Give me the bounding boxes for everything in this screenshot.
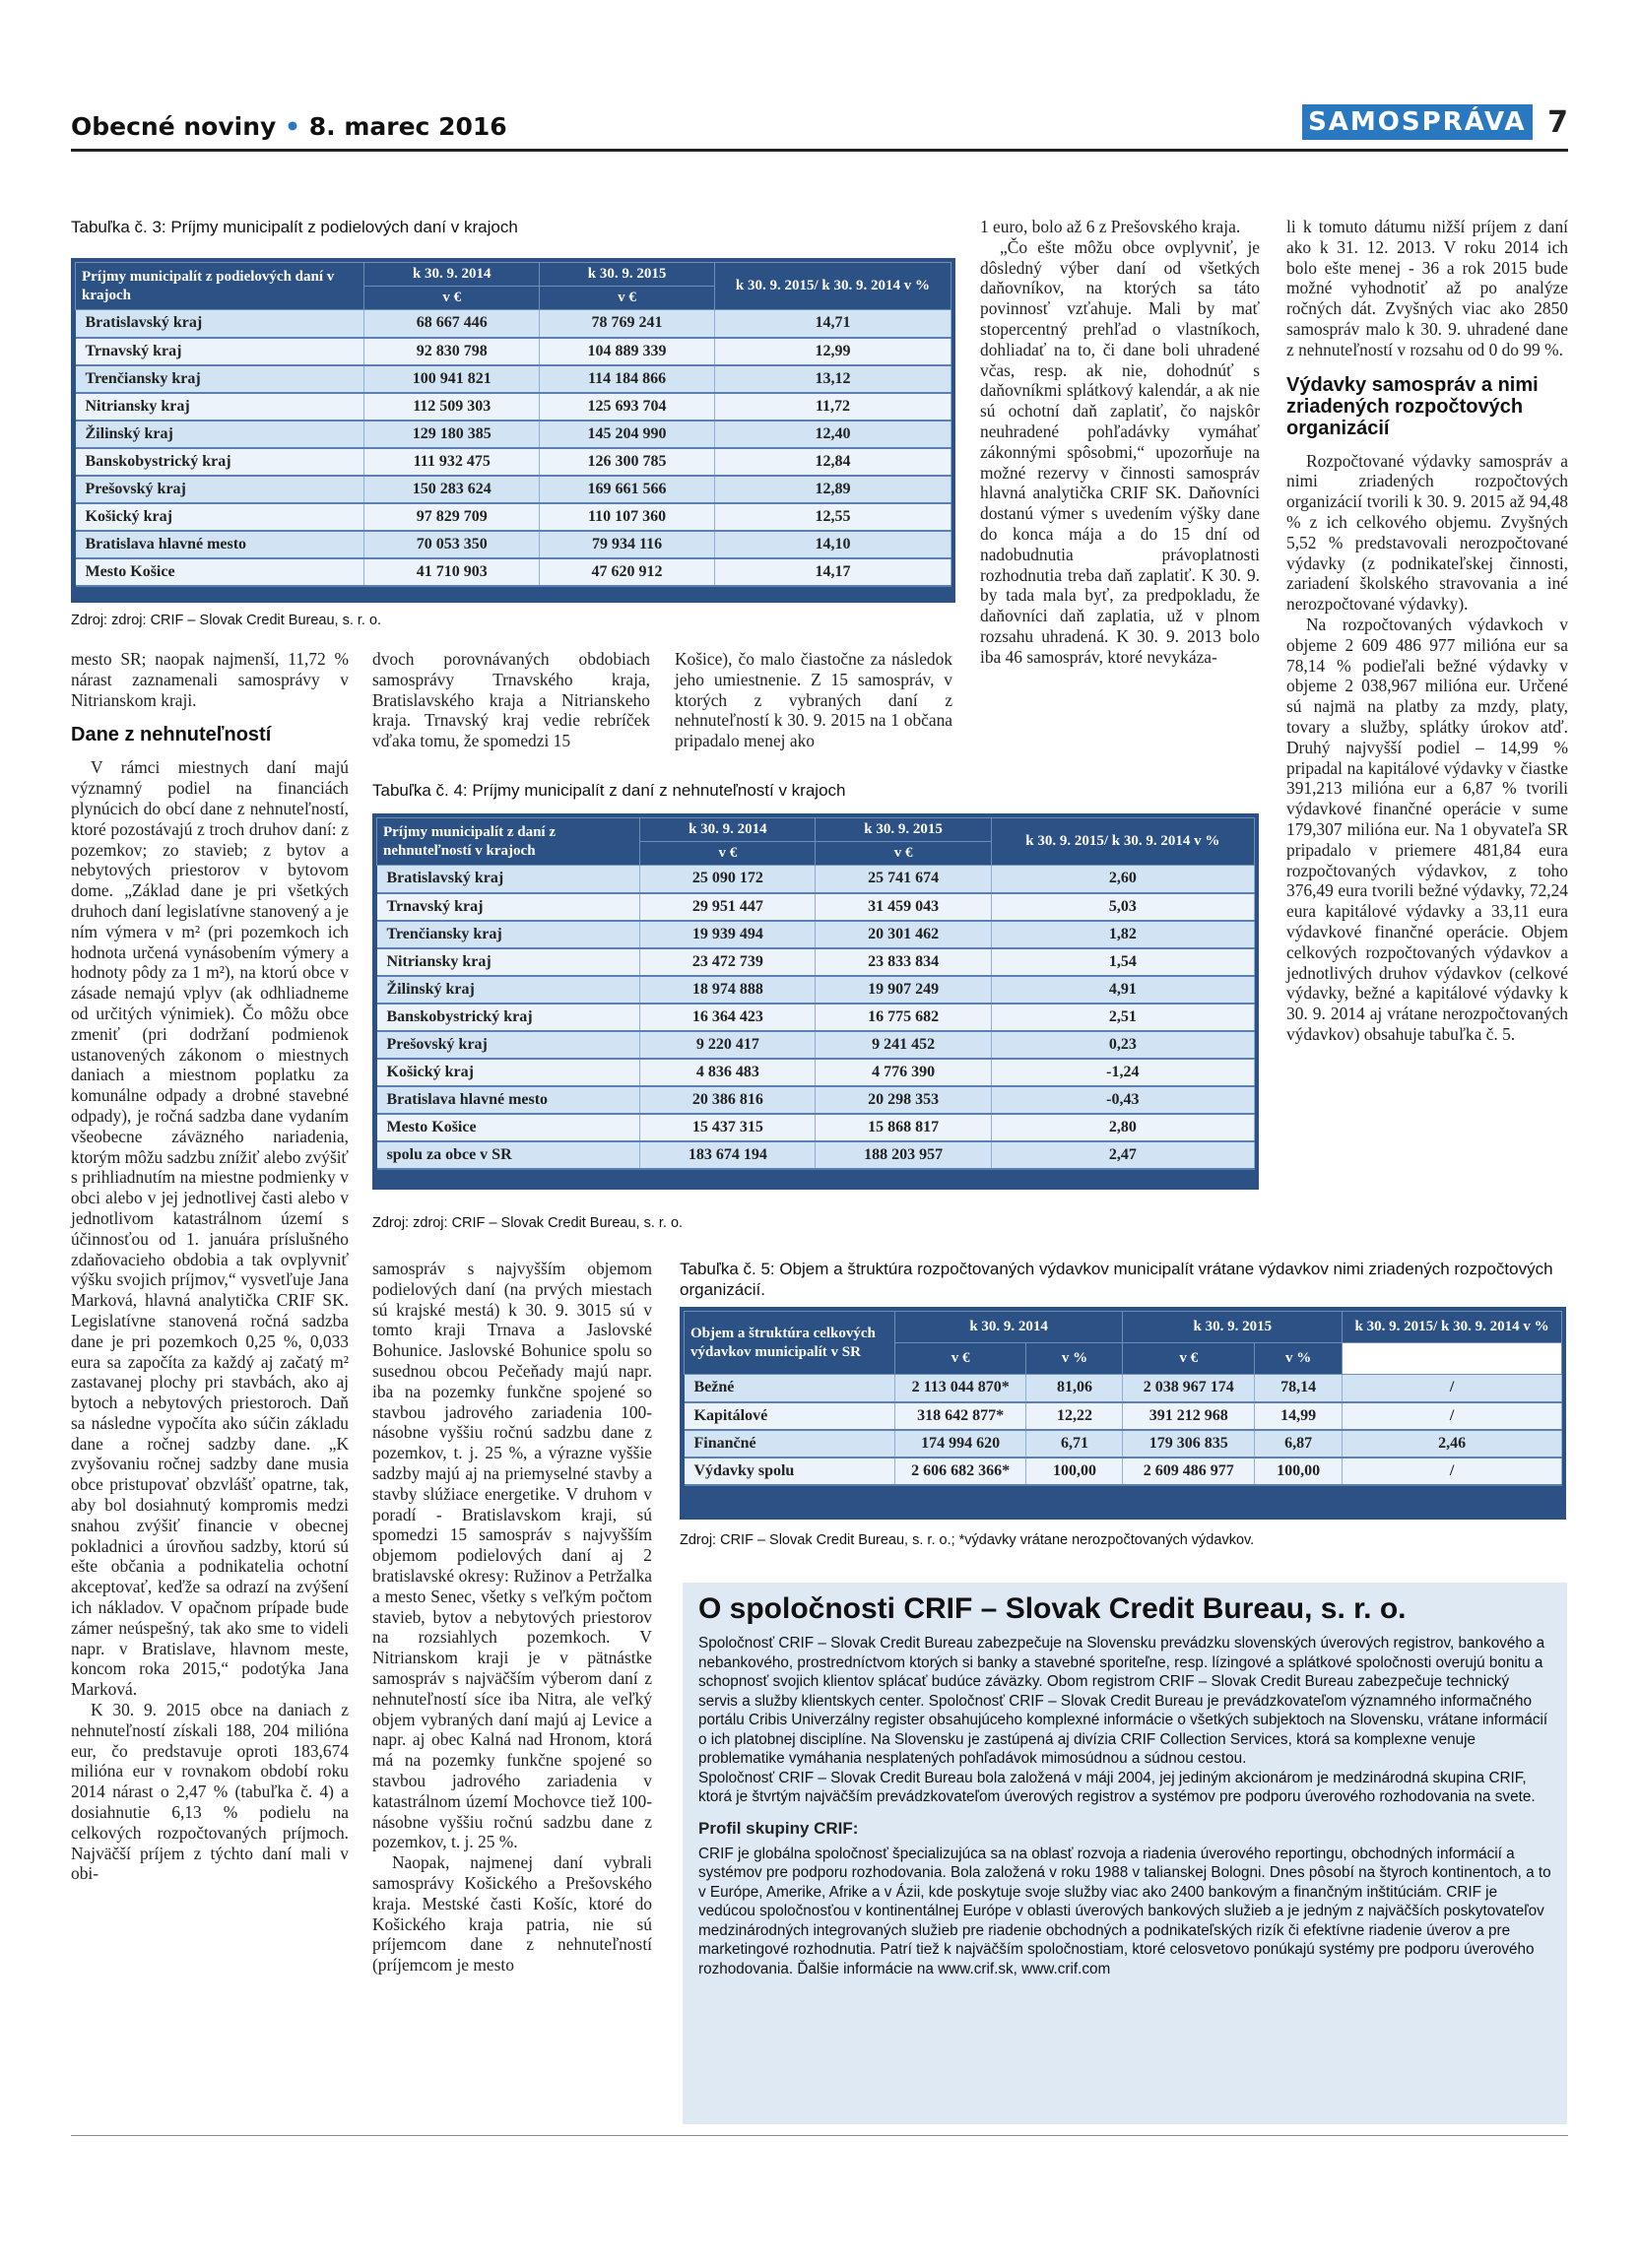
table4-head-ratio: k 30. 9. 2015/ k 30. 9. 2014 v % bbox=[991, 818, 1254, 866]
table-row bbox=[685, 1458, 1562, 1485]
table3-grid bbox=[75, 262, 951, 587]
table-cell: 16 775 682 bbox=[816, 1004, 991, 1031]
column-2-bottom bbox=[372, 1259, 652, 1976]
row-label: Bratislava hlavné mesto bbox=[377, 1086, 640, 1114]
table5-head-2014: k 30. 9. 2014 bbox=[894, 1312, 1123, 1343]
row-label: Výdavky spolu bbox=[685, 1458, 895, 1485]
crif-subheading: Profil skupiny CRIF: bbox=[698, 1818, 859, 1838]
row-label: Trenčiansky kraj bbox=[76, 365, 364, 393]
table3-source: Zdroj: zdroj: CRIF – Slovak Credit Bureau, s. r. o. bbox=[71, 613, 382, 628]
table-cell: 23 833 834 bbox=[816, 948, 991, 976]
table-cell: 0,23 bbox=[991, 1031, 1254, 1059]
masthead bbox=[71, 106, 1568, 152]
table-row bbox=[377, 976, 1255, 1004]
crif-paragraph: Spoločnosť CRIF – Slovak Credit Bureau zabezpečuje na Slovensku prevádzku slovenských úverových registrov, bankového a nebankového, prostredníctvom ktorých si banky a stavebné sporiteľne, resp. lízingové a splátkové spoločnosti overujú bonitu a schopnosť svojich klientov splácať budúce záväzky. Obom registrom CRIF – Slovak Credit Bureau zabezpečuje technický servis a služby klientskych center. Spoločnosť CRIF – Slovak Credit Bureau je prevádzkovateľom významného informačného portálu Cribis Univerzálny register obsahujúceho komplexné informácie o všetkých subjektoch na Slovensku, vrátane informácií o ich platobnej disciplíne. Na Slovensku je zastúpená aj divízia CRIF Collection Services, ktorá sa komplexne venuje problematike vymáhania nesplatených pohľadávok mimosúdnou a súdnou cestou. bbox=[698, 1635, 1548, 1767]
table-cell: 29 951 447 bbox=[640, 893, 816, 921]
table-cell: 47 620 912 bbox=[540, 558, 715, 586]
table-cell: 2 113 044 870* bbox=[894, 1375, 1026, 1402]
table-cell: 81,06 bbox=[1026, 1375, 1123, 1402]
table5-unit-eur-2014: v € bbox=[894, 1343, 1026, 1375]
table-row bbox=[377, 948, 1255, 976]
row-label: Trnavský kraj bbox=[377, 893, 640, 921]
crif-title: O spoločnosti CRIF – Slovak Credit Bureau, s. r. o. bbox=[698, 1592, 1407, 1625]
table-row bbox=[377, 1114, 1255, 1141]
table5-grid bbox=[684, 1311, 1562, 1486]
table3-caption: Tabuľka č. 3: Príjmy municipalít z podielových daní v krajoch bbox=[71, 218, 518, 236]
table-cell: 12,40 bbox=[714, 421, 951, 448]
table4 bbox=[372, 813, 1259, 1190]
table-cell: 11,72 bbox=[714, 393, 951, 421]
table3 bbox=[71, 258, 955, 603]
row-label: Bratislavský kraj bbox=[76, 310, 364, 338]
table-cell: 126 300 785 bbox=[540, 448, 715, 476]
table-cell: 25 741 674 bbox=[816, 866, 991, 893]
table-cell: 4 836 483 bbox=[640, 1059, 816, 1086]
table4-grid bbox=[376, 817, 1255, 1170]
table-cell: 14,10 bbox=[714, 531, 951, 558]
table-cell: 92 830 798 bbox=[364, 338, 540, 365]
table-row bbox=[685, 1430, 1562, 1458]
row-label: Finančné bbox=[685, 1430, 895, 1458]
crif-paragraph: Spoločnosť CRIF – Slovak Credit Bureau bola založená v máji 2004, jej jediným akcionárom je medzinárodná skupina CRIF, ktorá je štvrtým najväčším prevádzkovateľom úverových registrov a systémov pre podporu úverového rozhodovania na svete. bbox=[698, 1769, 1536, 1805]
row-label: Bratislava hlavné mesto bbox=[76, 531, 364, 558]
table-cell: 20 298 353 bbox=[816, 1086, 991, 1114]
table-row bbox=[76, 503, 951, 531]
table-cell: 112 509 303 bbox=[364, 393, 540, 421]
table-cell: 2,51 bbox=[991, 1004, 1254, 1031]
table-cell: 6,71 bbox=[1026, 1430, 1123, 1458]
section-label: SAMOSPRÁVA bbox=[1302, 104, 1532, 140]
table-cell: 14,17 bbox=[714, 558, 951, 586]
column-2-top bbox=[372, 649, 650, 751]
table-cell: 16 364 423 bbox=[640, 1004, 816, 1031]
bullet: • bbox=[285, 112, 301, 141]
table-cell: 12,55 bbox=[714, 503, 951, 531]
table-cell: 5,03 bbox=[991, 893, 1254, 921]
row-label: Nitriansky kraj bbox=[377, 948, 640, 976]
row-label: Kapitálové bbox=[685, 1402, 895, 1430]
table-row bbox=[377, 1004, 1255, 1031]
table-row bbox=[76, 338, 951, 365]
table-row bbox=[76, 476, 951, 503]
table4-unit-2014: v € bbox=[640, 842, 816, 866]
row-label: Trnavský kraj bbox=[76, 338, 364, 365]
table5-head-2015: k 30. 9. 2015 bbox=[1123, 1312, 1343, 1343]
table-cell: 125 693 704 bbox=[540, 393, 715, 421]
table-cell: 9 241 452 bbox=[816, 1031, 991, 1059]
column-3-top bbox=[675, 649, 952, 751]
table-cell: 19 907 249 bbox=[816, 976, 991, 1004]
table-row bbox=[685, 1375, 1562, 1402]
row-label: spolu za obce v SR bbox=[377, 1141, 640, 1169]
table5 bbox=[680, 1307, 1566, 1520]
table5-unit-pct-2015: v % bbox=[1255, 1343, 1343, 1375]
table-cell: 183 674 194 bbox=[640, 1141, 816, 1169]
table5-blank-cell bbox=[1343, 1343, 1562, 1375]
table-cell: / bbox=[1343, 1458, 1562, 1485]
table-cell: 2,47 bbox=[991, 1141, 1254, 1169]
subheading-expenditures: Výdavky samospráv a nimi zriadených rozpočtových organizácií bbox=[1286, 373, 1539, 439]
table-cell: 6,87 bbox=[1255, 1430, 1343, 1458]
paragraph: Naopak, najmenej daní vybrali samosprávy Košického a Prešovského kraja. Mestské časti Košíc, ktoré do Košického kraja patria, nie sú príjemcom dane z nehnuteľností (príjemcom je mesto bbox=[372, 1852, 652, 1976]
table-cell: 2 038 967 174 bbox=[1123, 1375, 1255, 1402]
paragraph: li k tomuto dátumu nižší príjem z daní ako k 31. 12. 2013. V roku 2014 ich bolo ešte menej - 36 a rok 2015 bude možné vyhodnotiť až po analýze ročných dát. Zvyšných viac ako 2850 samospráv malo k 30. 9. uhradené dane z nehnuteľností v rozsahu od 0 do 99 %. bbox=[1286, 217, 1568, 359]
paragraph: 1 euro, bolo až 6 z Prešovského kraja. bbox=[980, 217, 1241, 236]
row-label: Bežné bbox=[685, 1375, 895, 1402]
table4-head-region: Príjmy municipalít z daní z nehnuteľností v krajoch bbox=[377, 818, 640, 866]
table4-source: Zdroj: zdroj: CRIF – Slovak Credit Bureau, s. r. o. bbox=[372, 1215, 684, 1231]
row-label: Banskobystrický kraj bbox=[377, 1004, 640, 1031]
row-label: Žilinský kraj bbox=[377, 976, 640, 1004]
table-cell: 41 710 903 bbox=[364, 558, 540, 586]
table-cell: 2,46 bbox=[1343, 1430, 1562, 1458]
table-cell: 114 184 866 bbox=[540, 365, 715, 393]
table-row bbox=[76, 531, 951, 558]
table-cell: 25 090 172 bbox=[640, 866, 816, 893]
table-cell: 78 769 241 bbox=[540, 310, 715, 338]
table-row bbox=[377, 1086, 1255, 1114]
paragraph: Na rozpočtovaných výdavkoch v objeme 2 609 486 977 milióna eur sa 78,14 % podieľali bežné výdavky v objeme 2 038,967 milióna eur. Určené sú najmä na platby za mzdy, platy, tovary a služby, splátky úrokov atď. Druhý najvyšší podiel – 14,99 % pripadal na kapitálové výdavky v čiastke 391,213 milióna eur a 6,87 % tvorili výdavkové finančné operácie v sume 179,307 milióna eur. Na 1 obyvateľa SR pripadalo v priemere 481,84 eura rozpočtovaných výdavkov, z toho 376,49 eura tvorili bežné výdavky, 72,24 eura kapitálové výdavky a 33,11 eura výdavkové finančné operácie. Objem celkových rozpočtovaných výdavkov a jednotlivých druhov výdavkov (celkové výdavky, bežné a kapitálové výdavky k 30. 9. 2014 aj vrátane nerozpočtovaných výdavkov) obsahuje tabuľka č. 5. bbox=[1286, 614, 1568, 1044]
table-cell: 145 204 990 bbox=[540, 421, 715, 448]
table-cell: 14,99 bbox=[1255, 1402, 1343, 1430]
row-label: Košický kraj bbox=[76, 503, 364, 531]
table-cell: 100,00 bbox=[1026, 1458, 1123, 1485]
table-row bbox=[377, 921, 1255, 948]
row-label: Bratislavský kraj bbox=[377, 866, 640, 893]
table-cell: 1,54 bbox=[991, 948, 1254, 976]
row-label: Trenčiansky kraj bbox=[377, 921, 640, 948]
table-row bbox=[76, 421, 951, 448]
table-cell: 12,84 bbox=[714, 448, 951, 476]
issue-date: 8. marec 2016 bbox=[308, 112, 507, 141]
row-label: Mesto Košice bbox=[76, 558, 364, 586]
table-cell: 174 994 620 bbox=[894, 1430, 1026, 1458]
table-cell: 2 609 486 977 bbox=[1123, 1458, 1255, 1485]
table-cell: 23 472 739 bbox=[640, 948, 816, 976]
row-label: Žilinský kraj bbox=[76, 421, 364, 448]
table5-head-ratio: k 30. 9. 2015/ k 30. 9. 2014 v % bbox=[1343, 1312, 1562, 1343]
page-number: 7 bbox=[1547, 104, 1568, 140]
table-cell: 15 437 315 bbox=[640, 1114, 816, 1141]
table-cell: 111 932 475 bbox=[364, 448, 540, 476]
table-cell: 2 606 682 366* bbox=[894, 1458, 1026, 1485]
row-label: Nitriansky kraj bbox=[76, 393, 364, 421]
table-cell: 12,22 bbox=[1026, 1402, 1123, 1430]
table-cell: 15 868 817 bbox=[816, 1114, 991, 1141]
paragraph: V rámci miestnych daní majú významný podiel na financiách plynúcich do obcí dane z nehnuteľností, ktoré pozostávajú z troch druhov daní: z pozemkov; zo stavieb; z bytov a nebytových priestorov v bytovom dome. „Základ dane je pri všetkých druhoch daní legislatívne stanovený a je ním výmera v m² (pri pozemkoch ich hodnota určená vynásobením výmery a hodnoty pôdy za 1 m²), na ktorú obce v zásade nemajú vplyv (ak odhliadneme od určitých výnimiek). Čo môžu obce zmeniť (pri dodržaní podmienok ustanovených zákonom o miestnych daniach a miestnom poplatku za komunálne odpady a drobné stavebné odpady), je ročná sadzba dane vydaním všeobecne záväzného nariadenia, ktorým môžu sadzbu znížiť alebo zvýšiť s prihliadnutím na miestne podmienky v obci alebo v jej jednotlivej časti alebo v jednotlivom katastrálnom území s účinnosťou od 1. januára príslušného zdaňovacieho obdobia a tak ovplyvniť výšku svojich príjmov,“ vysvetľuje Jana Marková, hlavná analytička CRIF SK. Legislatívne stanovená ročná sadzba dane je pri pozemkoch 0,25 %, 0,033 eura sa započíta za každý aj začatý m² zastavanej plochy pri stavbách, ako aj bytoch a nebytových priestoroch. Daň sa následne vypočíta ako súčin základu dane a ročnej sadzby dane. „K zvyšovaniu ročnej sadzby dane musia obce pristupovať obzvlášť opatrne, tak, aby bol dosiahnutý kompromis medzi snahou zvýšiť financie v obecnej pokladnici a úrovňou sadzby, ktorú sú ešte občania a podnikatelia ochotní akceptovať, keďže sa odrazí na zvýšení ich nákladov. V opačnom prípade bude zámer neúspešný, tak ako sme to videli napr. v Bratislave, hlavnom meste, koncom roka 2015,“ podotýka Jana Marková. bbox=[71, 757, 349, 1700]
table-cell: 14,71 bbox=[714, 310, 951, 338]
table5-unit-pct-2014: v % bbox=[1026, 1343, 1123, 1375]
table-cell: 2,80 bbox=[991, 1114, 1254, 1141]
table-row bbox=[377, 1031, 1255, 1059]
table-cell: 188 203 957 bbox=[816, 1141, 991, 1169]
table3-unit-2015: v € bbox=[540, 287, 715, 310]
row-label: Prešovský kraj bbox=[377, 1031, 640, 1059]
table-cell: 179 306 835 bbox=[1123, 1430, 1255, 1458]
table-row bbox=[76, 393, 951, 421]
table-cell: 13,12 bbox=[714, 365, 951, 393]
footer-rule bbox=[71, 2135, 1568, 2136]
table5-source: Zdroj: CRIF – Slovak Credit Bureau, s. r. o.; *výdavky vrátane nerozpočtovaných výdavkov. bbox=[680, 1532, 1255, 1548]
table5-head-type: Objem a štruktúra celkových výdavkov municipalít v SR bbox=[685, 1312, 895, 1375]
column-4 bbox=[980, 217, 1260, 668]
row-label: Banskobystrický kraj bbox=[76, 448, 364, 476]
table-cell: 110 107 360 bbox=[540, 503, 715, 531]
table-cell: 19 939 494 bbox=[640, 921, 816, 948]
row-label: Košický kraj bbox=[377, 1059, 640, 1086]
table-row bbox=[76, 558, 951, 586]
table-cell: 129 180 385 bbox=[364, 421, 540, 448]
table-cell: 97 829 709 bbox=[364, 503, 540, 531]
paragraph: dvoch porovnávaných obdobiach samosprávy Trnavského kraja, Bratislavského kraja a Nitrianskeho kraja. Trnavský kraj vedie rebríček vďaka tomu, že spomedzi 15 bbox=[372, 649, 650, 751]
row-label: Mesto Košice bbox=[377, 1114, 640, 1141]
table-cell: 12,89 bbox=[714, 476, 951, 503]
table3-head-2015: k 30. 9. 2015 bbox=[540, 263, 715, 287]
table-cell: -0,43 bbox=[991, 1086, 1254, 1114]
table3-head-ratio: k 30. 9. 2015/ k 30. 9. 2014 v % bbox=[714, 263, 951, 310]
table-cell: 1,82 bbox=[991, 921, 1254, 948]
table-cell: 4,91 bbox=[991, 976, 1254, 1004]
subheading-property-tax: Dane z nehnuteľností bbox=[71, 724, 272, 746]
table3-unit-2014: v € bbox=[364, 287, 540, 310]
paragraph: Košice), čo malo čiastočne za následok jeho umiestnenie. Z 15 samospráv, v ktorých z vybraných daní z nehnuteľností k 30. 9. 2015 na 1 občana pripadalo menej ako bbox=[675, 649, 952, 751]
paragraph: Rozpočtované výdavky samospráv a nimi zriadených rozpočtových organizácií tvorili k 30. 9. 2015 až 94,48 % z ich celkového objemu. Zvyšných 5,52 % predstavovali nerozpočtované výdavky (z podnikateľskej činnosti, zariadení školského stravovania a iné nerozpočtované výdavky). bbox=[1286, 450, 1568, 615]
table3-head-2014: k 30. 9. 2014 bbox=[364, 263, 540, 287]
table-cell: / bbox=[1343, 1375, 1562, 1402]
table-row bbox=[76, 365, 951, 393]
crif-info-box bbox=[683, 1583, 1567, 2124]
table-row bbox=[377, 1059, 1255, 1086]
table-cell: 169 661 566 bbox=[540, 476, 715, 503]
paragraph: „Čo ešte môžu obce ovplyvniť, je dôsledný výber daní od všetkých daňovníkov, na ktorých sa táto povinnosť vzťahuje. Mali by mať stopercentný prehľad o vlastníkoch, dohliadať na to, či dane boli uhradené včas, resp. ak nie, dohodnúť s daňovníkmi splátkový kalendár, a ak nie sú ochotní daň zaplatiť, čo najskôr neuhradené pohľadávky vymáhať zákonnými spôsobmi,“ upozorňuje na možné rezervy v činnosti samospráv hlavná analytička CRIF SK. Daňovníci dostanú výmer s uvedením výšky dane do konca mája a do 15 dní od nadobudnutia právoplatnosti rozhodnutia treba daň zaplatiť. K 30. 9. by tada mala byť, za predpokladu, že daňovníci daň zaplatia, už v plnom rozsahu uhradená. K 30. 9. 2013 bolo iba 46 samospráv, ktoré nevykáza- bbox=[980, 236, 1260, 667]
table3-head-region: Príjmy municipalít z podielových daní v krajoch bbox=[76, 263, 364, 310]
table-cell: 79 934 116 bbox=[540, 531, 715, 558]
table-cell: 31 459 043 bbox=[816, 893, 991, 921]
table-cell: 20 386 816 bbox=[640, 1086, 816, 1114]
table-row bbox=[377, 1141, 1255, 1169]
table-cell: 318 642 877* bbox=[894, 1402, 1026, 1430]
table5-unit-eur-2015: v € bbox=[1123, 1343, 1255, 1375]
masthead-right bbox=[1302, 104, 1568, 140]
table-row bbox=[685, 1402, 1562, 1430]
table-row bbox=[377, 893, 1255, 921]
table-cell: 100,00 bbox=[1255, 1458, 1343, 1485]
table-cell: 70 053 350 bbox=[364, 531, 540, 558]
paper-name: Obecné noviny bbox=[71, 112, 277, 141]
table-row bbox=[76, 310, 951, 338]
table-cell: 20 301 462 bbox=[816, 921, 991, 948]
paragraph: samospráv s najvyšším objemom podielových daní (na prvých miestach sú krajské mestá) k 30. 9. 3015 sú v tomto kraji Trnava a Jaslovské Bohunice. Jaslovské Bohunice spolu so susednou obcou Pečeňady majú napr. iba na pozemky funkčne spojené so stavbou jadrového zariadenia 100-násobne vyššiu ročnú sadzbu dane z pozemkov, t. j. 25 %, a výrazne vyššie sadzby majú aj na priemyselné stavby a stavby slúžiace energetike. V druhom v poradí - Bratislavskom kraji, sú spomedzi 15 samospráv s najvyšším objemom podielových daní aj 2 bratislavské okresy: Ružinov a Petržalka a mesto Senec, všetky s veľkým počtom stavieb, bytov a nebytových priestorov na rozsiahlych pozemkoch. V Nitrianskom kraji je v pätnástke samospráv s najväčším výberom daní z nehnuteľností síce iba Nitra, ale veľký objem vybraných daní majú aj Levice a napr. aj obec Kalná nad Hronom, ktorá má na pozemky funkčne spojené so stavbou jadrového zariadenia v katastrálnom území Mochovce tiež 100-násobne vyššiu ročnú sadzbu dane z pozemkov, t. j. 25 %. bbox=[372, 1259, 652, 1852]
table-cell: 9 220 417 bbox=[640, 1031, 816, 1059]
table-cell: 4 776 390 bbox=[816, 1059, 991, 1086]
table4-unit-2015: v € bbox=[816, 842, 991, 866]
column-5 bbox=[1286, 217, 1568, 1045]
table-cell: 12,99 bbox=[714, 338, 951, 365]
table-cell: 78,14 bbox=[1255, 1375, 1343, 1402]
table-row bbox=[76, 448, 951, 476]
table-cell: / bbox=[1343, 1402, 1562, 1430]
masthead-left bbox=[71, 112, 507, 141]
table5-caption: Tabuľka č. 5: Objem a štruktúra rozpočtovaných výdavkov municipalít vrátane výdavkov nimi zriadených rozpočtových organizácií. bbox=[680, 1260, 1553, 1299]
table-cell: 150 283 624 bbox=[364, 476, 540, 503]
table-cell: 2,60 bbox=[991, 866, 1254, 893]
table-row bbox=[377, 866, 1255, 893]
table4-head-2015: k 30. 9. 2015 bbox=[816, 818, 991, 842]
table-cell: 68 667 446 bbox=[364, 310, 540, 338]
row-label: Prešovský kraj bbox=[76, 476, 364, 503]
table4-caption: Tabuľka č. 4: Príjmy municipalít z daní z nehnuteľností v krajoch bbox=[372, 781, 846, 800]
table-cell: 104 889 339 bbox=[540, 338, 715, 365]
paragraph: mesto SR; naopak najmenší, 11,72 % nárast zaznamenali samosprávy v Nitrianskom kraji. bbox=[71, 649, 349, 710]
paragraph: K 30. 9. 2015 obce na daniach z nehnuteľností získali 188, 204 milióna eur, čo predstavuje oproti 183,674 milióna eur v rovnakom období roku 2014 nárast o 2,47 % (tabuľka č. 4) a dosiahnutie 6,13 % podielu na celkových rozpočtovaných príjmoch. Najväčší príjem z týchto daní mali v obi- bbox=[71, 1700, 349, 1884]
table4-head-2014: k 30. 9. 2014 bbox=[640, 818, 816, 842]
table-cell: 18 974 888 bbox=[640, 976, 816, 1004]
column-1 bbox=[71, 649, 349, 1884]
table-cell: 100 941 821 bbox=[364, 365, 540, 393]
table-cell: -1,24 bbox=[991, 1059, 1254, 1086]
crif-paragraph: CRIF je globálna spoločnosť špecializujúca sa na oblasť rozvoja a riadenia úverového reportingu, obchodných informácií a systémov pre podporu rozhodovania. Bola založená v roku 1988 v talianskej Bologni. Dnes pôsobí na štyroch kontinentoch, a to v Európe, Amerike, Afrike a v Ázii, kde poskytuje svoje služby viac ako 2400 bankovým a finančným inštitúciám. CRIF je vedúcou spoločnosťou v kontinentálnej Európe v oblasti úverových bankových služieb a je jedným z najväčších poskytovateľov medzinárodných integrovaných služieb pre riadenie obchodných a podnikateľských rizík či efektívne riadenie úverov a pre marketingové rozhodnutia. Patrí tiež k najväčším spoločnostiam, ktoré celosvetovo ponúkajú systémy pre podporu úverového rozhodovania. Ďalšie informácie na www.crif.sk, www.crif.com bbox=[698, 1845, 1551, 1977]
table-cell: 391 212 968 bbox=[1123, 1402, 1255, 1430]
